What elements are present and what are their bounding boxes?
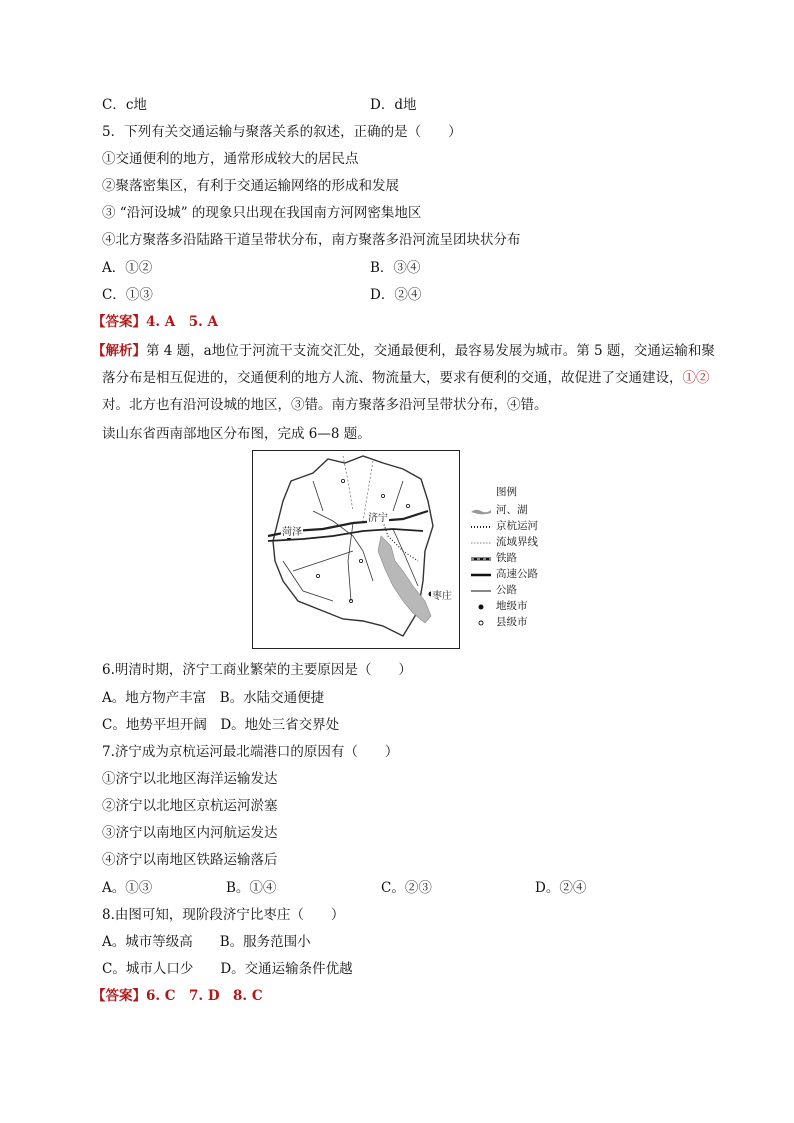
q6-options-cd: C。地势平坦开阔 D。地处三省交界处 xyxy=(102,717,340,733)
explanation-red: ①② xyxy=(682,370,710,386)
label-heze: 菏泽 xyxy=(281,523,303,538)
legend-label: 县级市 xyxy=(496,616,528,628)
q7-statement-3: ③济宁以南地区内河航运发达 xyxy=(102,825,278,841)
county-city xyxy=(381,494,384,497)
legend-item-canal xyxy=(470,518,538,534)
legend-item-prefecture xyxy=(470,598,538,614)
question-7: 7.济宁成为京杭运河最北端港口的原因有（ ） xyxy=(102,744,399,760)
map-figure xyxy=(252,450,460,649)
label-jining: 济宁 xyxy=(367,509,389,524)
q8-options-ab: A。城市等级高 B。服务范围小 xyxy=(102,934,311,950)
explanation-tag: 【解析】 xyxy=(92,343,146,359)
question-6: 6.明清时期，济宁工商业繁荣的主要原因是（ ） xyxy=(102,662,412,678)
county-city xyxy=(359,559,362,562)
q5-option-c: C．①③ xyxy=(102,287,153,303)
explanation-part1: 第 4 题，a地位于河流干支流交汇处，交通最便利，最容易发展为城市。第 5 题，交通运输和聚落分布是相互促进的，交通便利的地方人流、物流量大，要求有便利的交通，故促进了交通建设， xyxy=(102,343,715,386)
legend-item-county xyxy=(470,614,538,630)
river-lake-icon xyxy=(470,505,492,515)
legend-item-expressway xyxy=(470,566,538,582)
county-city xyxy=(406,504,409,507)
q8-options-cd: C。城市人口少 D。交通运输条件优越 xyxy=(102,961,353,977)
road-icon xyxy=(470,585,492,595)
canal-icon xyxy=(470,521,492,531)
explanation-part2: 对。北方也有沿河设城的地区，③错。南方聚落多沿河呈带状分布，④错。 xyxy=(102,397,548,413)
answer-tag: 【答案】 xyxy=(92,988,146,1004)
county-city xyxy=(341,479,344,482)
q7-statement-2: ②济宁以北地区京杭运河淤塞 xyxy=(102,798,278,814)
q5-statement-1: ①交通便利的地方，通常形成较大的居民点 xyxy=(102,151,359,167)
q7-option-d: D。②④ xyxy=(535,880,587,896)
answer-2 xyxy=(92,986,263,1006)
legend-label: 铁路 xyxy=(496,552,517,564)
region-boundary xyxy=(273,456,433,636)
legend-item-river xyxy=(470,502,538,518)
answer-text: 4. A 5. A xyxy=(146,314,219,330)
q5-statement-4: ④北方聚落多沿陆路干道呈带状分布，南方聚落多沿河流呈团块状分布 xyxy=(102,232,521,248)
legend-item-railway xyxy=(470,550,538,566)
railway-icon xyxy=(470,553,492,563)
q7-statement-1: ①济宁以北地区海洋运输发达 xyxy=(102,771,278,787)
answer-text: 6. C 7. D 8. C xyxy=(146,988,263,1004)
basin-boundary-icon xyxy=(470,537,492,547)
legend-label: 流域界线 xyxy=(496,536,538,548)
map-legend xyxy=(470,502,538,630)
county-city xyxy=(316,574,319,577)
q7-option-b: B。①④ xyxy=(226,880,277,896)
legend-item-road xyxy=(470,582,538,598)
question-5: 5．下列有关交通运输与聚落关系的叙述，正确的是（ ） xyxy=(102,124,462,140)
q5-option-d: D．②④ xyxy=(370,287,422,303)
map-intro: 读山东省西南部地区分布图，完成 6—8 题。 xyxy=(102,426,371,442)
legend-label: 高速公路 xyxy=(496,568,538,580)
legend-title: 图例 xyxy=(496,486,517,498)
q5-statement-3: ③ “沿河设城” 的现象只出现在我国南方河网密集地区 xyxy=(102,205,422,221)
answer-tag: 【答案】 xyxy=(92,314,146,330)
county-city-icon xyxy=(470,617,492,627)
q5-statement-2: ②聚落密集区，有利于交通运输网络的形成和发展 xyxy=(102,178,399,194)
legend-label: 地级市 xyxy=(496,600,528,612)
q7-option-c: C。②③ xyxy=(381,880,432,896)
expressway-icon xyxy=(470,569,492,579)
q4-option-c: C．c地 xyxy=(102,97,147,113)
map-drawing xyxy=(253,451,459,648)
label-zaozhuang: 枣庄 xyxy=(431,587,453,602)
question-8: 8.由图可知，现阶段济宁比枣庄（ ） xyxy=(102,907,345,923)
q5-option-a: A．①② xyxy=(102,260,153,276)
q7-option-a: A。①③ xyxy=(102,880,153,896)
legend-label: 京杭运河 xyxy=(496,520,538,532)
q7-statement-4: ④济宁以南地区铁路运输落后 xyxy=(102,852,278,868)
legend-item-boundary xyxy=(470,534,538,550)
q6-options-ab: A。地方物产丰富 B。水陆交通便捷 xyxy=(102,690,325,706)
legend-label: 河、湖 xyxy=(496,504,528,516)
q5-option-b: B．③④ xyxy=(370,260,421,276)
answer-1 xyxy=(92,312,218,332)
prefecture-city-icon xyxy=(470,601,492,611)
explanation xyxy=(92,338,722,419)
legend-label: 公路 xyxy=(496,584,517,596)
q4-option-d: D．d地 xyxy=(370,97,417,113)
